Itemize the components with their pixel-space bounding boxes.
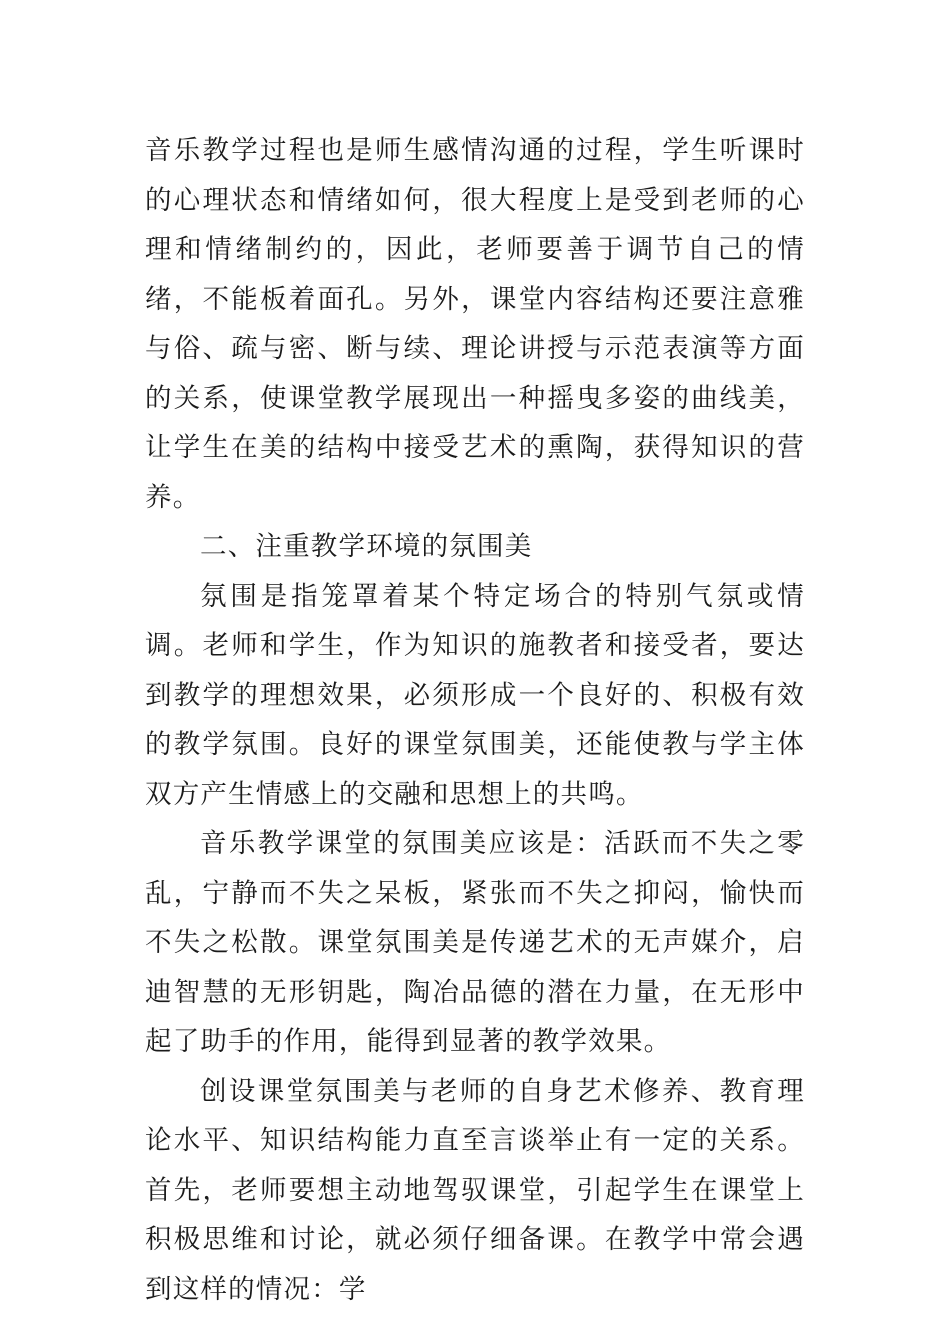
section-heading-atmosphere: 二、注重教学环境的氛围美: [200, 531, 533, 562]
paragraph-creating-atmosphere: 创设课堂氛围美与老师的自身艺术修养、教育理论水平、知识结构能力直至言谈举止有一定的关系。首先，老师要想主动地驾驭课堂，引起学生在课堂上积极思维和讨论，就必须仔细备课。在教学中常会遇到这样的情况：学: [145, 1075, 805, 1305]
paragraph-music-teaching-process: 音乐教学过程也是师生感情沟通的过程，学生听课时的心理状态和情绪如何，很大程度上是受到老师的心理和情绪制约的，因此，老师要善于调节自己的情绪，不能板着面孔。另外，课堂内容结构还要注意雅与俗、疏与密、断与续、理论讲授与示范表演等方面的关系，使课堂教学展现出一种摇曳多姿的曲线美，让学生在美的结构中接受艺术的熏陶，获得知识的营养。: [145, 135, 805, 513]
document-body: [145, 126, 805, 1314]
paragraph-atmosphere-definition: 氛围是指笼罩着某个特定场合的特别气氛或情调。老师和学生，作为知识的施教者和接受者，要达到教学的理想效果，必须形成一个良好的、积极有效的教学氛围。良好的课堂氛围美，还能使教与学主体双方产生情感上的交融和思想上的共鸣。: [145, 580, 805, 810]
paragraph-classroom-atmosphere: 音乐教学课堂的氛围美应该是：活跃而不失之零乱，宁静而不失之呆板，紧张而不失之抑闷，愉快而不失之松散。课堂氛围美是传递艺术的无声媒介，启迪智慧的无形钥匙，陶冶品德的潜在力量，在无形中起了助手的作用，能得到显著的教学效果。: [145, 828, 805, 1057]
